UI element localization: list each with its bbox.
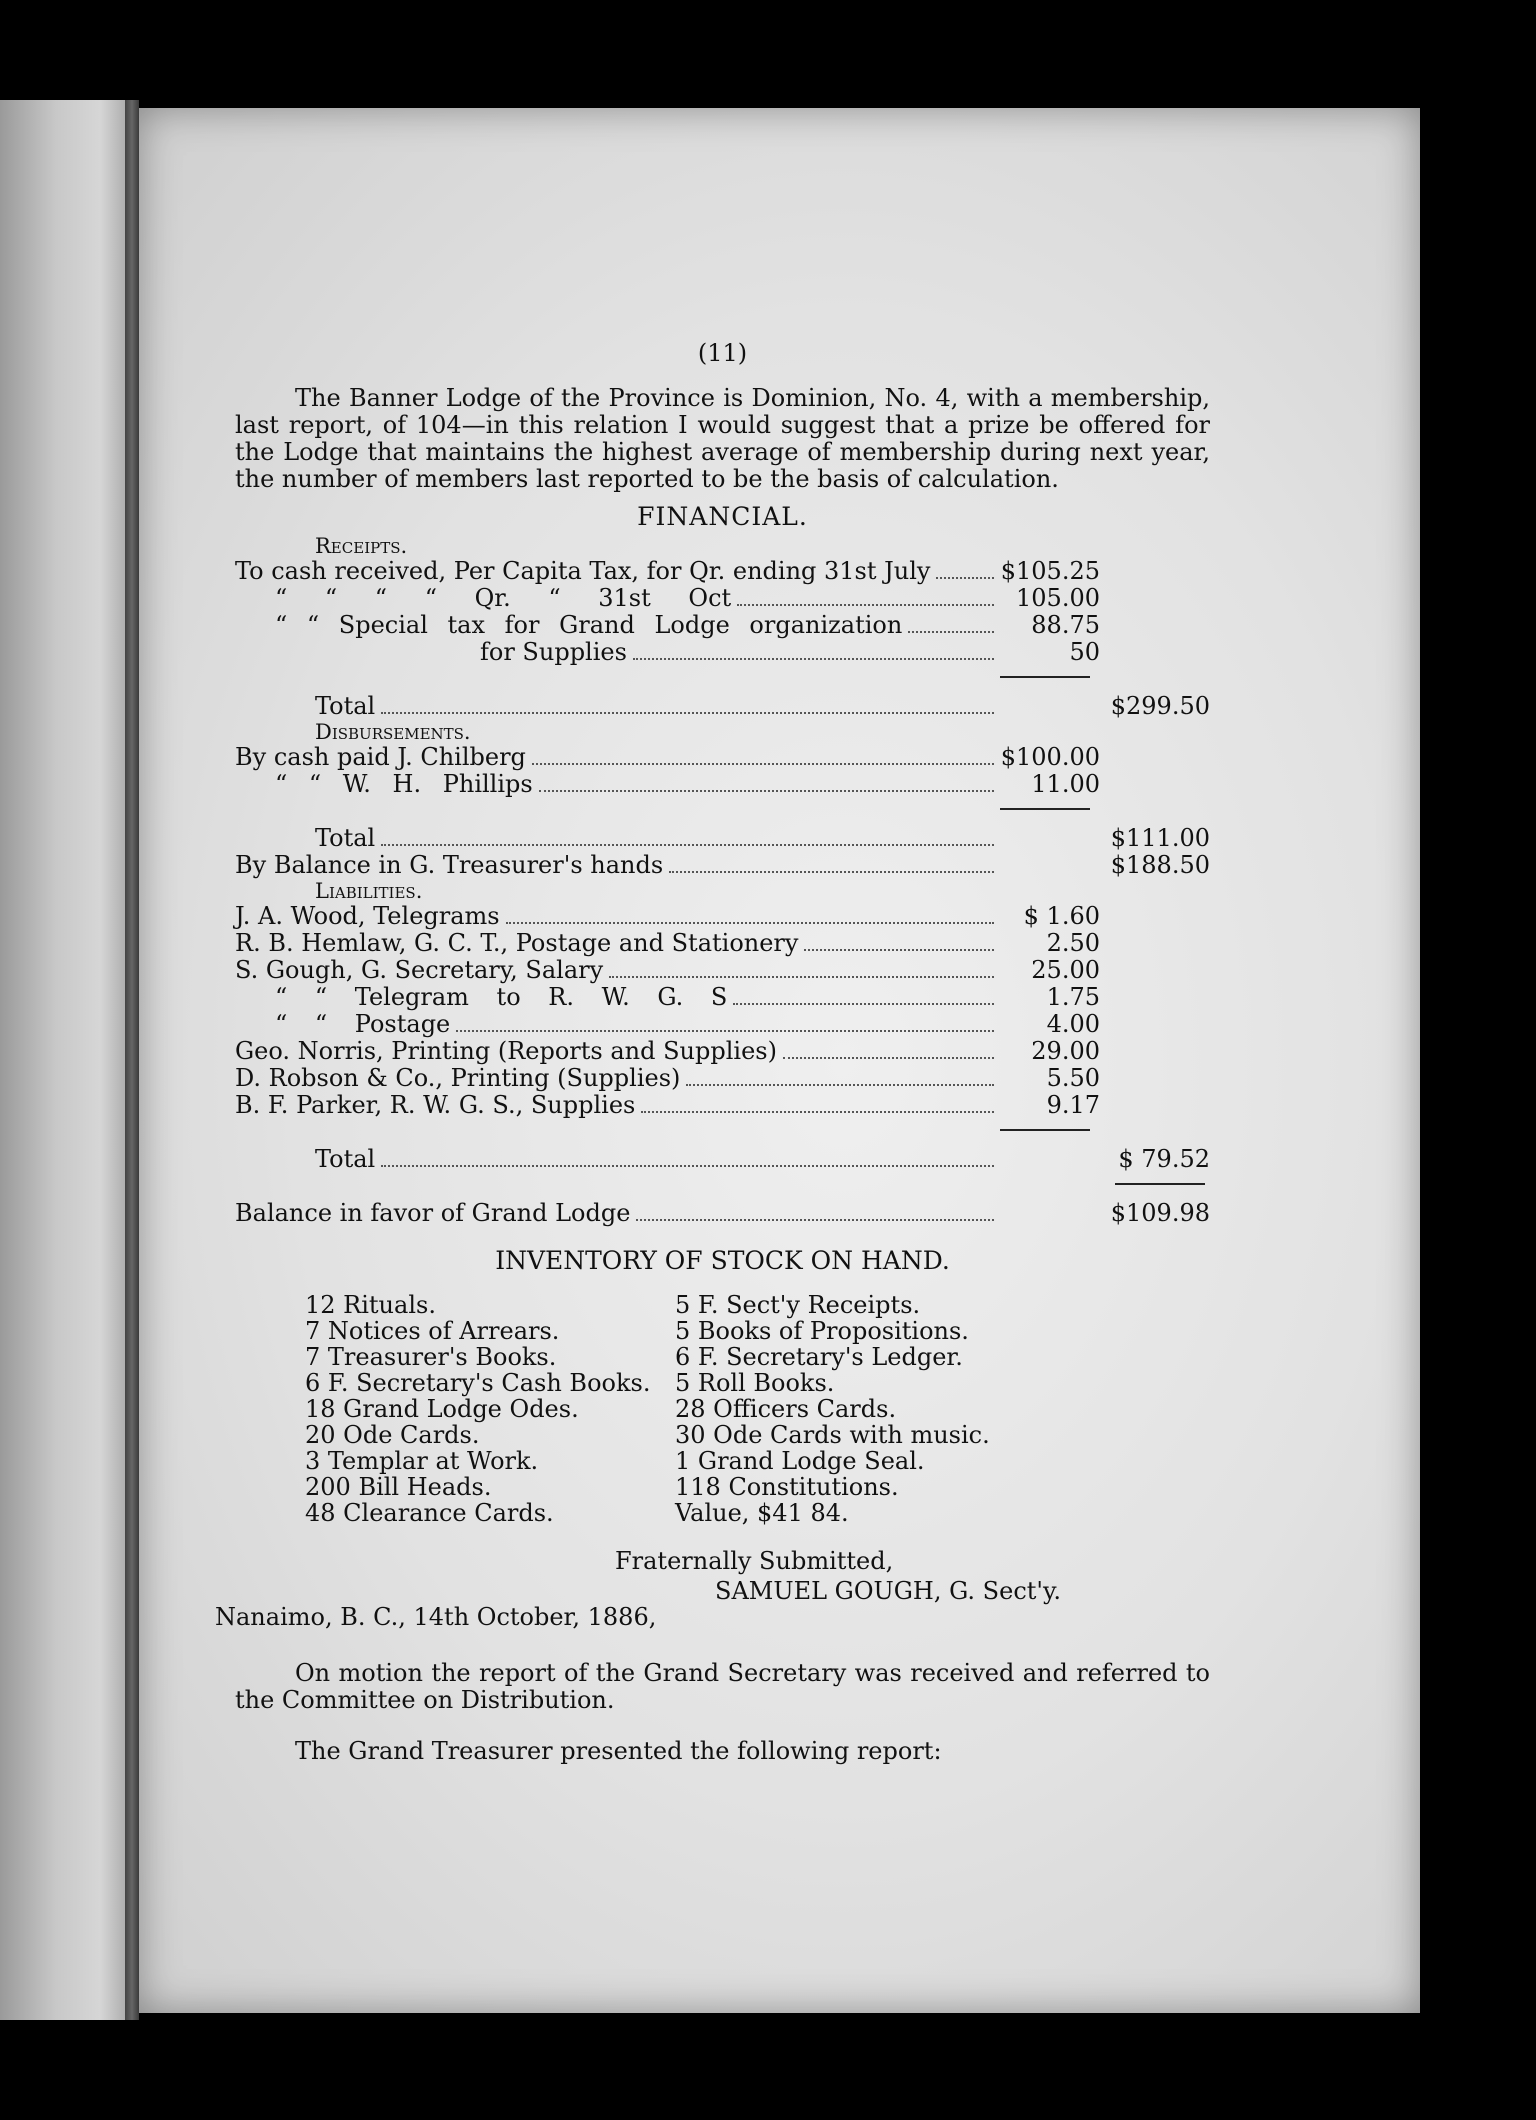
list-item: 12 Rituals. — [305, 1291, 436, 1319]
list-item: 48 Clearance Cards. — [305, 1499, 554, 1527]
list-item: 7 Notices of Arrears. — [305, 1317, 560, 1345]
list-item: 6 F. Secretary's Cash Books. — [305, 1369, 651, 1397]
page-content — [215, 339, 1210, 1765]
book-gutter — [125, 100, 139, 2020]
receipts-total-row: Total $299.50 — [315, 692, 1210, 720]
inventory-list — [305, 1292, 1210, 1526]
list-item: 3 Templar at Work. — [305, 1447, 539, 1475]
list-item: 6 F. Secretary's Ledger. — [675, 1343, 963, 1371]
disbursements-total: $111.00 — [1110, 824, 1210, 852]
signature: SAMUEL GOUGH, G. Sect'y. — [715, 1577, 1061, 1605]
grand-lodge-balance: $109.98 — [1110, 1199, 1210, 1227]
receipts-heading: Receipts. — [315, 534, 408, 558]
inventory-value: Value, $41 84. — [675, 1499, 849, 1527]
receipts-total: $299.50 — [1110, 692, 1210, 720]
sum-rule — [235, 666, 1210, 693]
disbursements-total-row: Total $111.00 — [315, 824, 1210, 852]
list-item: 20 Ode Cards. — [305, 1421, 480, 1449]
closing-line: The Grand Treasurer presented the following report: — [295, 1737, 942, 1765]
treasurer-balance-row: By Balance in G. Treasurer's hands $188.50 — [235, 851, 1210, 879]
grand-lodge-balance-row: Balance in favor of Grand Lodge $109.98 — [235, 1199, 1210, 1227]
inventory-column-right — [675, 1292, 1045, 1526]
inventory-column-left — [305, 1292, 675, 1526]
receipt-row: “ “ Special tax for Grand Lodge organization 88.75 — [275, 611, 1100, 639]
list-item: 5 Roll Books. — [675, 1369, 835, 1397]
page-number: (11) — [697, 339, 748, 367]
liability-row: “ “ Telegram to R. W. G. S 1.75 — [275, 983, 1100, 1011]
liability-row: “ “ Postage 4.00 — [275, 1010, 1100, 1038]
signoff — [215, 1547, 1210, 1636]
list-item: 18 Grand Lodge Odes. — [305, 1395, 579, 1423]
liability-row: Geo. Norris, Printing (Reports and Supplies) 29.00 — [235, 1037, 1100, 1065]
list-item: 28 Officers Cards. — [675, 1395, 897, 1423]
list-item: 30 Ode Cards with music. — [675, 1421, 990, 1449]
list-item: 5 F. Sect'y Receipts. — [675, 1291, 921, 1319]
sum-rule — [235, 798, 1210, 825]
receipt-row: To cash received, Per Capita Tax, for Qr. ending 31st July $105.25 — [235, 557, 1100, 585]
motion-paragraph: On motion the report of the Grand Secretary was received and referred to the Committee on Distribution. — [235, 1659, 1210, 1714]
liability-row: J. A. Wood, Telegrams $ 1.60 — [235, 902, 1100, 930]
list-item: 200 Bill Heads. — [305, 1473, 492, 1501]
closing-salutation: Fraternally Submitted, — [615, 1547, 894, 1575]
liabilities-heading: Liabilities. — [315, 879, 423, 903]
financial-heading: FINANCIAL. — [637, 502, 808, 531]
intro-paragraph: The Banner Lodge of the Province is Dominion, No. 4, with a membership, last report, of 104—in this relation I would suggest that a prize be offered for the Lodge that maintains the highest average of membership during next year, the number of members last reported to be the basis of calculation. — [235, 384, 1210, 493]
list-item: 118 Constitutions. — [675, 1473, 899, 1501]
facing-page-edge — [0, 100, 125, 2020]
place-date: Nanaimo, B. C., 14th October, 1886, — [215, 1603, 657, 1631]
liabilities-total-row: Total $ 79.52 — [315, 1145, 1210, 1173]
receipt-row: for Supplies 50 — [480, 638, 1100, 666]
liability-row: S. Gough, G. Secretary, Salary 25.00 — [235, 956, 1100, 984]
list-item: 7 Treasurer's Books. — [305, 1343, 557, 1371]
treasurer-balance: $188.50 — [1110, 851, 1210, 879]
list-item: 5 Books of Propositions. — [675, 1317, 969, 1345]
sum-rule — [235, 1173, 1210, 1200]
liability-row: D. Robson & Co., Printing (Supplies) 5.50 — [235, 1064, 1100, 1092]
list-item: 1 Grand Lodge Seal. — [675, 1447, 925, 1475]
disbursements-heading: Disbursements. — [315, 720, 471, 744]
disbursement-row: “ “ W. H. Phillips 11.00 — [275, 770, 1100, 798]
sum-rule — [235, 1119, 1210, 1146]
disbursement-row: By cash paid J. Chilberg $100.00 — [235, 743, 1100, 771]
liability-row: R. B. Hemlaw, G. C. T., Postage and Stationery 2.50 — [235, 929, 1100, 957]
receipt-row: “ “ “ “ Qr. “ 31st Oct 105.00 — [275, 584, 1100, 612]
inventory-heading: INVENTORY OF STOCK ON HAND. — [495, 1246, 950, 1275]
liabilities-total: $ 79.52 — [1118, 1145, 1210, 1173]
liability-row: B. F. Parker, R. W. G. S., Supplies 9.17 — [235, 1091, 1100, 1119]
